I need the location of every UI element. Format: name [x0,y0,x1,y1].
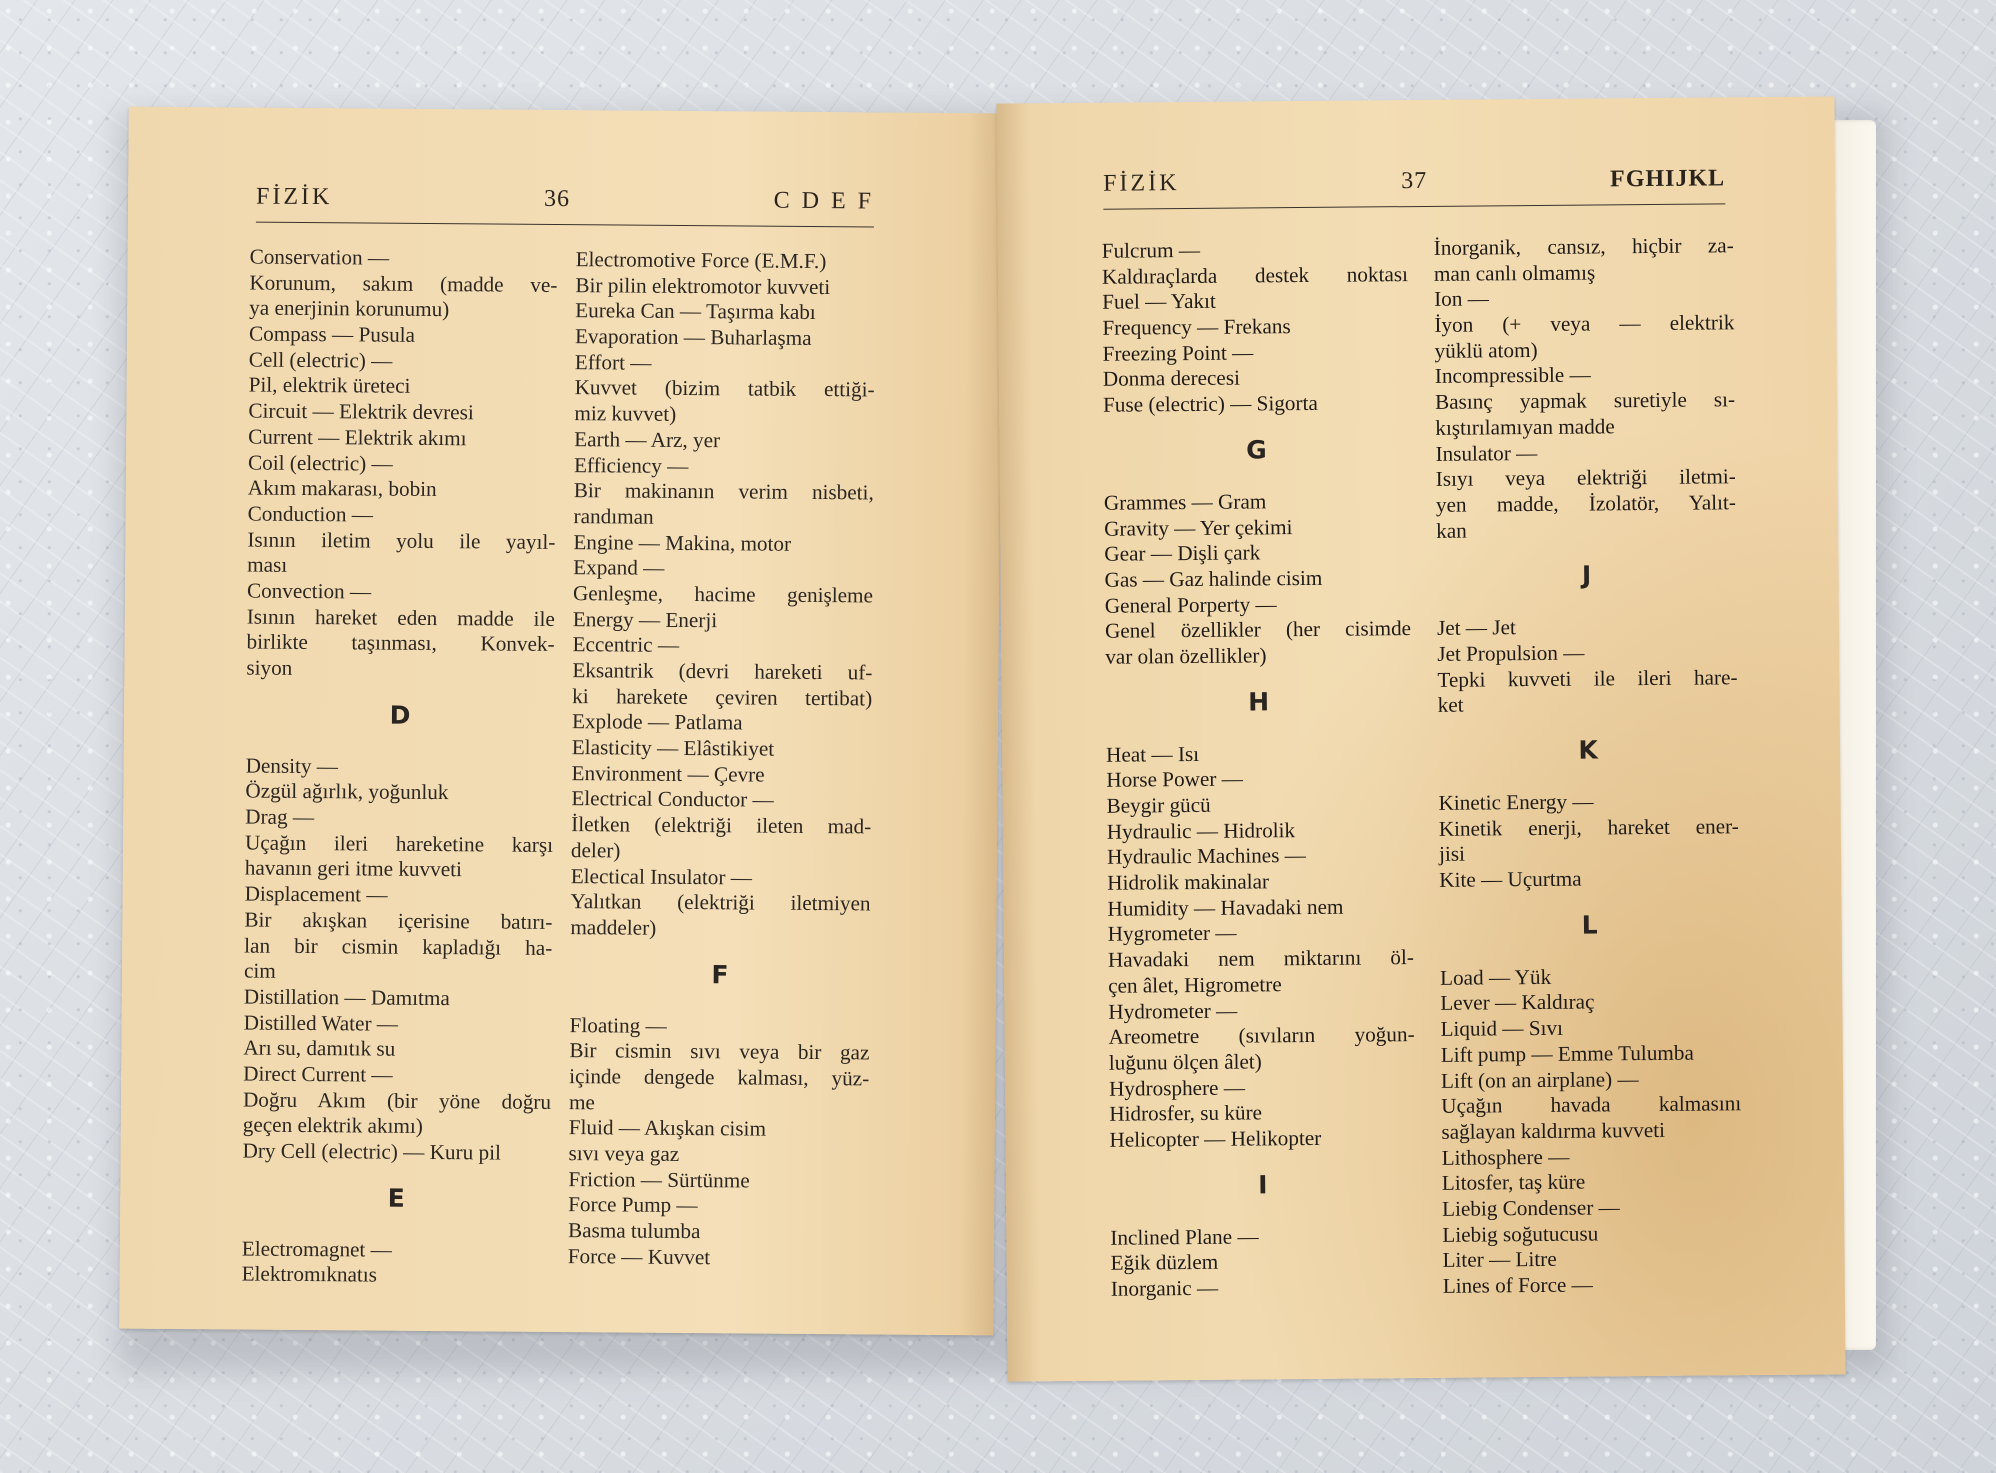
glossary-line: sıvı veya gaz [568,1141,680,1166]
glossary-line: Kite — Uçurtma [1439,866,1582,892]
glossary-line: Hydrometer — [1108,998,1238,1024]
glossary-line: Basınç yapmak suretiyle sı- [1434,387,1736,414]
glossary-line: Hidrolik makinalar [1107,869,1270,895]
glossary-line: havanın geri itme kuvveti [244,855,463,882]
header-title: FİZİK [256,183,333,211]
glossary-line: man canlı olmamış [1433,260,1596,286]
glossary-line: yen madde, İzolatör, Yalıt- [1435,490,1737,517]
section-letter: J [1581,560,1592,590]
glossary-line: Earth — Arz, yer [574,426,721,453]
glossary-line: var olan özellikler) [1105,643,1267,669]
glossary-line: Arı su, damıtık su [243,1035,396,1061]
glossary-line: Electrical Conductor — [571,786,774,813]
right-page [996,96,1845,1381]
glossary-line: Hydraulic — Hidrolik [1106,817,1296,844]
glossary-line: maddeler) [570,914,657,940]
glossary-line: Isının iletim yolu ile yayıl- [247,527,556,554]
glossary-line: Kinetic Energy — [1438,789,1594,815]
glossary-line: Fulcrum — [1101,237,1201,263]
glossary-line: Uçağın ileri hareketine karşı [244,830,554,857]
glossary-line: geçen elektrik akımı) [242,1112,423,1139]
glossary-line: Distilled Water — [243,1010,399,1036]
glossary-line: Drag — [245,804,315,830]
glossary-column [568,247,876,1272]
glossary-line: Bir akışkan içerisine batırı- [244,907,553,934]
glossary-line: içinde dengede kalması, yüz- [569,1064,870,1091]
glossary-line: Fluid — Akışkan cisim [568,1115,767,1141]
glossary-line: Eksantrik (devri hareketi uf- [572,658,873,685]
glossary-line: Energy — Enerji [572,606,718,632]
glossary-line: luğunu ölçen âlet) [1108,1049,1262,1075]
glossary-line: Cell (electric) — [248,347,393,373]
glossary-line: Heat — Isı [1106,741,1200,767]
glossary-line: miz kuvvet) [574,401,677,427]
glossary-line: Eccentric — [572,632,680,658]
glossary-line: Bir pilin elektromotor kuvveti [575,272,831,299]
glossary-line: jisi [1438,841,1466,867]
glossary-line: Genleşme, hacime genişleme [572,581,874,608]
glossary-line: Humidity — Havadaki nem [1107,894,1344,921]
glossary-line: ket [1437,692,1464,718]
glossary-line: me [568,1089,595,1114]
glossary-line: Dry Cell (electric) — Kuru pil [242,1138,501,1165]
glossary-line: Hygrometer — [1107,921,1237,947]
glossary-line: Jet — Jet [1436,615,1516,641]
glossary-line: Expand — [573,555,665,581]
glossary-line: Freezing Point — [1102,340,1254,366]
header-letters: C D E F [773,187,875,215]
glossary-line: Lithosphere — [1441,1144,1570,1170]
glossary-line: Frequency — Frekans [1102,314,1291,340]
glossary-line: Isıyı veya elektriği iletmi- [1435,464,1736,492]
glossary-line: kan [1436,518,1467,543]
glossary-line: Electical Insulator — [570,863,753,890]
glossary-line: yüklü atom) [1434,337,1538,363]
section-letter: D [389,700,411,730]
glossary-line: Density — [245,753,339,778]
glossary-line: Tepki kuvveti ile ileri hare- [1437,664,1738,692]
glossary-line: Areometre (sıvıların yoğun- [1108,1022,1415,1049]
glossary-line: Doğru Akım (bir yöne doğru [242,1087,552,1114]
header-title: FİZİK [1103,170,1180,197]
glossary-line: Compass — Pusula [248,321,416,347]
glossary-line: ya enerjinin korunumu) [249,295,450,322]
glossary-line: kıştırılamıyan madde [1435,414,1615,440]
glossary-line: Elasticity — Elâstikiyet [571,735,775,761]
left-page-header [256,184,874,228]
glossary-line: Force Pump — [568,1192,698,1218]
glossary-line: Distillation — Damıtma [243,984,450,1011]
glossary-line: Gear — Dişli çark [1104,540,1261,566]
glossary-line: Incompressible — [1434,362,1591,389]
glossary-line: Horse Power — [1106,766,1243,793]
glossary-line: Donma derecesi [1102,366,1241,392]
section-letter: L [1581,910,1598,940]
glossary-line: Fuse (electric) — Sigorta [1102,391,1318,417]
glossary-line: Current — Elektrik akımı [248,424,467,451]
section-letter: F [711,959,729,989]
glossary-line: Litosfer, taş küre [1441,1169,1586,1196]
glossary-line: Displacement — [244,881,388,907]
glossary-line: Eğik düzlem [1110,1250,1219,1276]
glossary-line: Friction — Sürtünme [568,1166,750,1193]
glossary-line: Lift (on an airplane) — [1440,1066,1639,1093]
glossary-line: Basma tulumba [567,1218,701,1244]
glossary-line: Bir makinanın verim nisbeti, [573,478,874,505]
glossary-line: Akım makarası, bobin [247,475,437,502]
glossary-line: siyon [246,655,293,680]
glossary-line: Kuvvet (bizim tatbik ettiği- [574,375,875,402]
glossary-line: Direct Current — [243,1061,393,1087]
glossary-column [242,245,558,1290]
glossary-line: Ion — [1434,286,1489,312]
section-letter: I [1258,1169,1268,1200]
glossary-line: İletken (elektriği ileten mad- [571,812,872,839]
glossary-line: Environment — Çevre [571,760,765,787]
glossary-line: Lever — Kaldıraç [1440,989,1595,1016]
glossary-line: Engine — Makina, motor [573,529,792,556]
glossary-line: Liter — Litre [1442,1247,1557,1273]
glossary-line: cim [243,958,276,983]
glossary-line: Özgül ağırlık, yoğunluk [245,778,449,805]
glossary-line: Korunum, sakım (madde ve- [249,270,558,297]
glossary-line: Fuel — Yakıt [1102,289,1216,315]
left-page [119,107,1003,1336]
glossary-line: Kaldıraçlarda destek noktası [1101,261,1409,289]
glossary-line: ması [247,552,288,578]
glossary-line: Uçağın havada kalmasını [1441,1091,1742,1119]
glossary-line: Load — Yük [1439,964,1552,990]
glossary-line: Circuit — Elektrik devresi [248,398,474,425]
glossary-line: Conduction — [247,501,374,527]
glossary-line: Kinetik enerji, hareket ener- [1438,813,1739,841]
glossary-line: Gravity — Yer çekimi [1104,514,1293,541]
glossary-line: Jet Propulsion — [1437,640,1585,666]
section-letter: G [1246,435,1267,465]
glossary-line: Convection — [246,578,372,604]
glossary-column [1434,233,1743,1299]
glossary-line: sağlayan kaldırma kuvveti [1441,1117,1666,1144]
glossary-line: Coil (electric) — [247,450,393,476]
glossary-line: ki harekete çeviren tertibat) [572,683,873,711]
glossary-line: Lift pump — Emme Tulumba [1440,1040,1694,1067]
glossary-line: İnorganik, cansız, hiçbir za- [1433,233,1734,260]
glossary-line: çen âlet, Higrometre [1108,972,1282,998]
glossary-line: Lines of Force — [1442,1272,1593,1298]
section-letter: H [1248,686,1270,717]
glossary-line: Liquid — Sıvı [1440,1015,1564,1041]
glossary-line: Evaporation — Buharlaşma [574,324,812,351]
page-number: 36 [543,185,571,213]
glossary-line: Pil, elektrik üreteci [248,372,411,399]
glossary-line: Electromagnet — [241,1236,392,1262]
glossary-line: birlikte taşınması, Konvek- [246,629,555,657]
glossary-line: Yalıtkan (elektriği iletmiyen [570,889,871,916]
glossary-line: lan bir cismin kapladığı ha- [244,933,553,960]
glossary-line: Hidrosfer, su küre [1109,1100,1263,1126]
glossary-line: Elektromıknatıs [241,1261,378,1287]
glossary-line: Bir cismin sıvı veya bir gaz [569,1038,870,1065]
glossary-line: Genel özellikler (her cisimde [1104,616,1412,644]
glossary-line: Inorganic — [1110,1275,1219,1301]
glossary-line: Explode — Patlama [571,709,743,735]
glossary-line: randıman [573,503,654,529]
section-letter: E [387,1183,405,1213]
header-letters: FGHIJKL [1609,165,1726,193]
glossary-line: Havadaki nem miktarını öl- [1107,945,1415,972]
glossary-line: Helicopter — Helikopter [1109,1125,1322,1152]
glossary-line: Liebig soğutucusu [1442,1221,1599,1247]
glossary-line: Effort — [574,349,652,375]
right-page-header [1103,165,1725,209]
glossary-line: Force — Kuvvet [567,1243,711,1269]
section-letter: K [1578,735,1598,765]
glossary-line: Eureka Can — Taşırma kabı [575,298,816,325]
glossary-line: Insulator — [1435,440,1538,466]
glossary-line: Inclined Plane — [1110,1224,1259,1250]
glossary-line: General Porperty — [1104,591,1277,618]
glossary-line: Gas — Gaz halinde cisim [1104,565,1323,592]
glossary-line: Electromotive Force (E.M.F.) [575,247,827,274]
glossary-line: Hydrosphere — [1108,1075,1246,1101]
glossary-line: Isının hareket eden madde ile [246,604,555,631]
glossary-column [1102,236,1417,1302]
glossary-line: Conservation — [249,244,390,270]
glossary-line: Liebig Condenser — [1441,1195,1620,1221]
glossary-line: İyon (+ veya — elektrik [1434,310,1735,337]
glossary-line: Efficiency — [573,452,689,478]
glossary-line: Beygir gücü [1106,792,1211,818]
glossary-line: deler) [570,837,621,863]
glossary-line: Floating — [569,1012,667,1038]
glossary-line: Hydraulic Machines — [1106,843,1306,870]
page-number: 37 [1401,167,1428,195]
glossary-line: Grammes — Gram [1103,489,1267,515]
